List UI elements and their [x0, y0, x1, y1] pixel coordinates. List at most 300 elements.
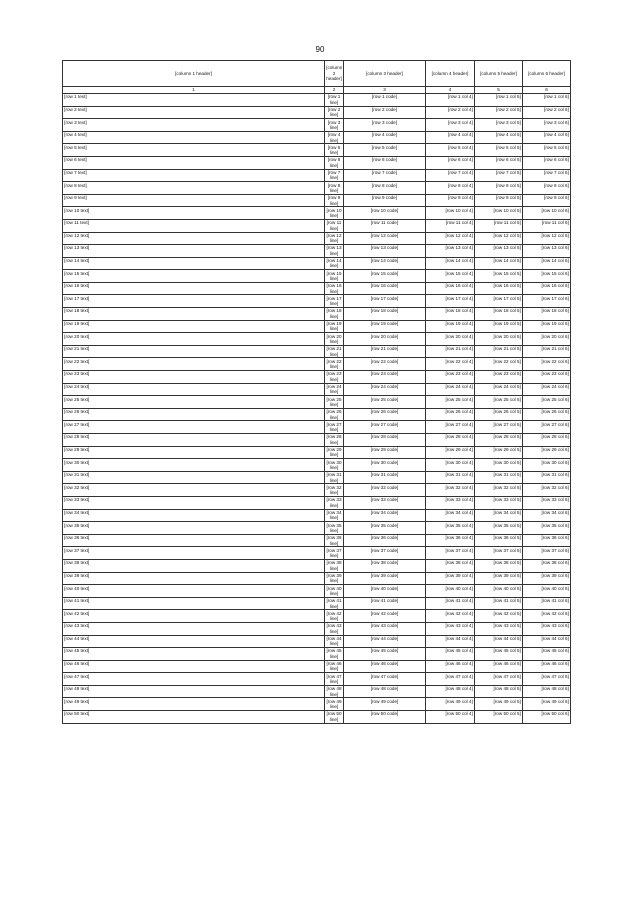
row-approved-cell: [row 7 col 4]: [426, 169, 475, 182]
row-unexecuted-cell: [row 37 col 6]: [523, 547, 571, 560]
row-approved-cell: [row 40 col 4]: [426, 585, 475, 598]
row-line-code-cell: [row 50 line]: [326, 711, 342, 722]
row-classification-code-cell: [row 37 code]: [344, 547, 426, 560]
table-row: [63, 522, 571, 535]
row-name-cell: [row 21 text]: [63, 345, 325, 358]
row-approved-cell: [row 19 col 4]: [426, 320, 475, 333]
table-row: [63, 585, 571, 598]
row-name-cell: [row 11 text]: [63, 219, 325, 232]
table-row: [63, 245, 571, 258]
row-line-code-cell: [row 28 line]: [326, 434, 342, 445]
row-unexecuted-cell: [row 17 col 6]: [523, 295, 571, 308]
row-approved-cell: [row 37 col 4]: [426, 547, 475, 560]
row-unexecuted-cell: [row 39 col 6]: [523, 572, 571, 585]
row-classification-code-cell: [row 49 code]: [344, 698, 426, 711]
row-unexecuted-cell: [row 46 col 6]: [523, 660, 571, 673]
row-name-cell: [row 7 text]: [63, 169, 325, 182]
row-classification-code-cell: [row 30 code]: [344, 459, 426, 472]
row-executed-cell: [row 20 col 5]: [475, 333, 523, 346]
row-name-cell: [row 33 text]: [63, 496, 325, 509]
row-executed-cell: [row 15 col 5]: [475, 270, 523, 283]
row-unexecuted-cell: [row 40 col 6]: [523, 585, 571, 598]
row-line-code-cell: [row 32 line]: [326, 484, 342, 496]
row-classification-code-cell: [row 39 code]: [344, 572, 426, 585]
row-classification-code-cell: [row 27 code]: [344, 421, 426, 434]
row-classification-code-cell: [row 29 code]: [344, 446, 426, 459]
table-row: [63, 496, 571, 509]
row-classification-code-cell: [row 6 code]: [344, 156, 426, 169]
row-classification-code-cell: [row 41 code]: [344, 597, 426, 610]
row-classification-code-cell: [row 17 code]: [344, 295, 426, 308]
row-unexecuted-cell: [row 42 col 6]: [523, 610, 571, 623]
row-approved-cell: [row 39 col 4]: [426, 572, 475, 585]
row-name-cell: [row 2 text]: [63, 106, 325, 119]
row-line-code-cell: [row 12 line]: [326, 232, 342, 244]
row-unexecuted-cell: [row 6 col 6]: [523, 156, 571, 169]
row-classification-code-cell: [row 21 code]: [344, 345, 426, 358]
row-line-code-cell: [row 21 line]: [326, 346, 342, 357]
row-approved-cell: [row 13 col 4]: [426, 245, 475, 258]
row-name-cell: [row 18 text]: [63, 308, 325, 321]
row-unexecuted-cell: [row 18 col 6]: [523, 308, 571, 321]
row-line-code-cell: [row 2 line]: [325, 106, 344, 119]
row-executed-cell: [row 10 col 5]: [475, 207, 523, 220]
row-classification-code-cell: [row 43 code]: [344, 622, 426, 635]
row-executed-cell: [row 40 col 5]: [475, 585, 523, 598]
row-classification-code-cell: [row 7 code]: [344, 169, 426, 182]
row-classification-code-cell: [row 10 code]: [344, 207, 426, 220]
row-executed-cell: [row 25 col 5]: [475, 396, 523, 409]
row-approved-cell: [row 23 col 4]: [426, 371, 475, 384]
row-line-code-cell: [row 41 line]: [326, 598, 342, 609]
row-line-code-cell: [row 47 line]: [326, 673, 342, 685]
row-classification-code-cell: [row 20 code]: [344, 333, 426, 346]
table-row: [63, 572, 571, 585]
row-line-code-cell: [row 29 line]: [326, 446, 342, 458]
row-classification-code-cell: [row 42 code]: [344, 610, 426, 623]
row-executed-cell: [row 35 col 5]: [475, 522, 523, 535]
row-unexecuted-cell: [row 3 col 6]: [523, 119, 571, 132]
table-row: [63, 169, 571, 182]
table-row: [63, 534, 571, 547]
row-line-code-cell: [row 3 line]: [325, 119, 344, 132]
row-unexecuted-cell: [row 36 col 6]: [523, 534, 571, 547]
row-line-code-cell: [row 34 line]: [326, 509, 342, 521]
row-executed-cell: [row 38 col 5]: [475, 559, 523, 572]
row-executed-cell: [row 21 col 5]: [475, 345, 523, 358]
table-row: [63, 333, 571, 346]
row-name-cell: [row 8 text]: [63, 182, 325, 195]
row-approved-cell: [row 11 col 4]: [426, 219, 475, 232]
row-unexecuted-cell: [row 4 col 6]: [523, 131, 571, 144]
row-approved-cell: [row 18 col 4]: [426, 308, 475, 321]
row-line-code-cell: [row 31 line]: [326, 472, 342, 483]
table-row: [63, 685, 571, 698]
row-approved-cell: [row 31 col 4]: [426, 471, 475, 484]
row-approved-cell: [row 1 col 4]: [426, 93, 475, 106]
row-line-code-cell: [row 36 line]: [326, 535, 342, 546]
row-name-cell: [row 25 text]: [63, 396, 325, 409]
row-classification-code-cell: [row 34 code]: [344, 509, 426, 522]
row-classification-code-cell: [row 44 code]: [344, 635, 426, 648]
row-classification-code-cell: [row 8 code]: [344, 182, 426, 195]
table-row: [63, 648, 571, 661]
row-line-code-cell: [row 24 line]: [326, 384, 342, 395]
row-approved-cell: [row 2 col 4]: [426, 106, 475, 119]
row-approved-cell: [row 27 col 4]: [426, 421, 475, 434]
row-unexecuted-cell: [row 10 col 6]: [523, 207, 571, 220]
table-row: [63, 182, 571, 195]
row-approved-cell: [row 33 col 4]: [426, 496, 475, 509]
row-name-cell: [row 38 text]: [63, 559, 325, 572]
row-executed-cell: [row 39 col 5]: [475, 572, 523, 585]
row-name-cell: [row 4 text]: [63, 131, 325, 144]
row-classification-code-cell: [row 14 code]: [344, 257, 426, 270]
row-executed-cell: [row 17 col 5]: [475, 295, 523, 308]
row-approved-cell: [row 48 col 4]: [426, 685, 475, 698]
table-body: [63, 86, 571, 723]
row-name-cell: [row 17 text]: [63, 295, 325, 308]
column-number: 3: [344, 86, 426, 93]
row-classification-code-cell: [row 25 code]: [344, 396, 426, 409]
table-row: [63, 660, 571, 673]
row-name-cell: [row 49 text]: [63, 698, 325, 711]
row-approved-cell: [row 34 col 4]: [426, 509, 475, 522]
row-name-cell: [row 45 text]: [63, 648, 325, 661]
row-classification-code-cell: [row 5 code]: [344, 144, 426, 157]
row-line-code-cell: [row 30 line]: [326, 459, 342, 470]
row-classification-code-cell: [row 15 code]: [344, 270, 426, 283]
header-executed: [column 5 header]: [475, 61, 523, 87]
row-unexecuted-cell: [row 12 col 6]: [523, 232, 571, 245]
table-row: [63, 232, 571, 245]
row-name-cell: [row 28 text]: [63, 434, 325, 447]
row-approved-cell: [row 50 col 4]: [426, 711, 475, 724]
row-name-cell: [row 36 text]: [63, 534, 325, 547]
row-approved-cell: [row 28 col 4]: [426, 434, 475, 447]
row-unexecuted-cell: [row 16 col 6]: [523, 282, 571, 295]
row-line-code-cell: [row 33 line]: [326, 497, 342, 508]
row-executed-cell: [row 30 col 5]: [475, 459, 523, 472]
row-classification-code-cell: [row 1 code]: [344, 93, 426, 106]
row-line-code-cell: [row 38 line]: [326, 560, 342, 571]
row-line-code-cell: [row 10 line]: [326, 207, 342, 219]
row-approved-cell: [row 10 col 4]: [426, 207, 475, 220]
table-row: [63, 434, 571, 447]
row-line-code-cell: [row 5 line]: [325, 144, 344, 157]
header-name: [column 1 header]: [63, 61, 325, 87]
row-name-cell: [row 42 text]: [63, 610, 325, 623]
row-classification-code-cell: [row 36 code]: [344, 534, 426, 547]
row-name-cell: [row 29 text]: [63, 446, 325, 459]
header-approved: [column 4 header]: [426, 61, 475, 87]
row-name-cell: [row 46 text]: [63, 660, 325, 673]
row-approved-cell: [row 14 col 4]: [426, 257, 475, 270]
row-name-cell: [row 16 text]: [63, 282, 325, 295]
row-name-cell: [row 1 text]: [63, 93, 325, 106]
row-approved-cell: [row 24 col 4]: [426, 383, 475, 396]
row-name-cell: [row 32 text]: [63, 484, 325, 497]
column-number: 5: [475, 86, 523, 93]
column-number: 1: [63, 86, 325, 93]
row-line-code-cell: [row 40 line]: [326, 585, 342, 596]
row-executed-cell: [row 24 col 5]: [475, 383, 523, 396]
table-row: [63, 408, 571, 421]
row-unexecuted-cell: [row 8 col 6]: [523, 182, 571, 195]
row-approved-cell: [row 5 col 4]: [426, 144, 475, 157]
table-row: [63, 295, 571, 308]
row-executed-cell: [row 13 col 5]: [475, 245, 523, 258]
row-executed-cell: [row 12 col 5]: [475, 232, 523, 245]
row-executed-cell: [row 1 col 5]: [475, 93, 523, 106]
table-row: [63, 270, 571, 283]
row-line-code-cell: [row 27 line]: [326, 421, 342, 433]
row-executed-cell: [row 11 col 5]: [475, 219, 523, 232]
row-line-code-cell: [row 43 line]: [326, 623, 342, 634]
row-unexecuted-cell: [row 25 col 6]: [523, 396, 571, 409]
table-row: [63, 257, 571, 270]
row-name-cell: [row 39 text]: [63, 572, 325, 585]
row-line-code-cell: [row 39 line]: [326, 572, 342, 584]
row-approved-cell: [row 9 col 4]: [426, 194, 475, 207]
row-unexecuted-cell: [row 32 col 6]: [523, 484, 571, 497]
row-name-cell: [row 47 text]: [63, 673, 325, 686]
row-name-cell: [row 35 text]: [63, 522, 325, 535]
row-executed-cell: [row 28 col 5]: [475, 434, 523, 447]
row-line-code-cell: [row 4 line]: [325, 131, 344, 144]
row-classification-code-cell: [row 46 code]: [344, 660, 426, 673]
row-approved-cell: [row 38 col 4]: [426, 559, 475, 572]
row-line-code-cell: [row 8 line]: [325, 182, 344, 195]
row-executed-cell: [row 49 col 5]: [475, 698, 523, 711]
row-approved-cell: [row 46 col 4]: [426, 660, 475, 673]
column-number: 4: [426, 86, 475, 93]
row-executed-cell: [row 27 col 5]: [475, 421, 523, 434]
row-classification-code-cell: [row 12 code]: [344, 232, 426, 245]
row-executed-cell: [row 2 col 5]: [475, 106, 523, 119]
row-line-code-cell: [row 20 line]: [326, 333, 342, 345]
row-line-code-cell: [row 42 line]: [326, 610, 342, 622]
row-unexecuted-cell: [row 50 col 6]: [523, 711, 571, 724]
table-row: [63, 509, 571, 522]
row-unexecuted-cell: [row 35 col 6]: [523, 522, 571, 535]
column-number-row: [63, 86, 571, 93]
row-approved-cell: [row 6 col 4]: [426, 156, 475, 169]
row-line-code-cell: [row 15 line]: [326, 270, 342, 282]
row-unexecuted-cell: [row 47 col 6]: [523, 673, 571, 686]
table-row: [63, 597, 571, 610]
row-classification-code-cell: [row 38 code]: [344, 559, 426, 572]
row-executed-cell: [row 46 col 5]: [475, 660, 523, 673]
row-unexecuted-cell: [row 20 col 6]: [523, 333, 571, 346]
row-line-code-cell: [row 49 line]: [326, 698, 342, 710]
row-executed-cell: [row 6 col 5]: [475, 156, 523, 169]
table-row: [63, 383, 571, 396]
row-classification-code-cell: [row 4 code]: [344, 131, 426, 144]
row-name-cell: [row 31 text]: [63, 471, 325, 484]
row-classification-code-cell: [row 50 code]: [344, 711, 426, 724]
table-header-row: [63, 61, 571, 87]
row-unexecuted-cell: [row 38 col 6]: [523, 559, 571, 572]
row-approved-cell: [row 3 col 4]: [426, 119, 475, 132]
row-name-cell: [row 30 text]: [63, 459, 325, 472]
budget-execution-table: [62, 60, 571, 724]
row-executed-cell: [row 45 col 5]: [475, 648, 523, 661]
row-unexecuted-cell: [row 48 col 6]: [523, 685, 571, 698]
row-executed-cell: [row 9 col 5]: [475, 194, 523, 207]
row-unexecuted-cell: [row 34 col 6]: [523, 509, 571, 522]
row-classification-code-cell: [row 31 code]: [344, 471, 426, 484]
row-name-cell: [row 14 text]: [63, 257, 325, 270]
row-executed-cell: [row 8 col 5]: [475, 182, 523, 195]
row-executed-cell: [row 3 col 5]: [475, 119, 523, 132]
row-name-cell: [row 43 text]: [63, 622, 325, 635]
row-unexecuted-cell: [row 21 col 6]: [523, 345, 571, 358]
row-approved-cell: [row 32 col 4]: [426, 484, 475, 497]
row-unexecuted-cell: [row 44 col 6]: [523, 635, 571, 648]
row-name-cell: [row 50 text]: [63, 711, 325, 724]
row-executed-cell: [row 4 col 5]: [475, 131, 523, 144]
row-approved-cell: [row 35 col 4]: [426, 522, 475, 535]
row-executed-cell: [row 14 col 5]: [475, 257, 523, 270]
row-classification-code-cell: [row 13 code]: [344, 245, 426, 258]
row-unexecuted-cell: [row 2 col 6]: [523, 106, 571, 119]
row-executed-cell: [row 19 col 5]: [475, 320, 523, 333]
row-approved-cell: [row 42 col 4]: [426, 610, 475, 623]
header-unexecuted: [column 6 header]: [523, 61, 571, 87]
row-line-code-cell: [row 48 line]: [326, 686, 342, 697]
row-line-code-cell: [row 14 line]: [326, 258, 342, 269]
row-executed-cell: [row 22 col 5]: [475, 358, 523, 371]
row-classification-code-cell: [row 45 code]: [344, 648, 426, 661]
row-unexecuted-cell: [row 28 col 6]: [523, 434, 571, 447]
row-name-cell: [row 15 text]: [63, 270, 325, 283]
row-unexecuted-cell: [row 27 col 6]: [523, 421, 571, 434]
row-classification-code-cell: [row 2 code]: [344, 106, 426, 119]
table-row: [63, 131, 571, 144]
table-row: [63, 421, 571, 434]
row-unexecuted-cell: [row 15 col 6]: [523, 270, 571, 283]
row-executed-cell: [row 23 col 5]: [475, 371, 523, 384]
row-executed-cell: [row 33 col 5]: [475, 496, 523, 509]
row-executed-cell: [row 5 col 5]: [475, 144, 523, 157]
row-classification-code-cell: [row 47 code]: [344, 673, 426, 686]
table-row: [63, 711, 571, 724]
row-approved-cell: [row 45 col 4]: [426, 648, 475, 661]
row-line-code-cell: [row 11 line]: [325, 219, 344, 232]
row-name-cell: [row 6 text]: [63, 156, 325, 169]
row-line-code-cell: [row 6 line]: [325, 156, 344, 169]
row-line-code-cell: [row 7 line]: [325, 169, 344, 182]
table-row: [63, 396, 571, 409]
row-classification-code-cell: [row 32 code]: [344, 484, 426, 497]
table-row: [63, 282, 571, 295]
table-row: [63, 320, 571, 333]
row-approved-cell: [row 26 col 4]: [426, 408, 475, 421]
row-line-code-cell: [row 9 line]: [325, 194, 344, 207]
table-row: [63, 194, 571, 207]
table-row: [63, 345, 571, 358]
header-line-code: [column 2 header]: [325, 61, 344, 87]
row-unexecuted-cell: [row 19 col 6]: [523, 320, 571, 333]
row-executed-cell: [row 47 col 5]: [475, 673, 523, 686]
row-line-code-cell: [row 45 line]: [326, 648, 342, 659]
column-number: 2: [325, 86, 344, 93]
row-name-cell: [row 44 text]: [63, 635, 325, 648]
row-line-code-cell: [row 37 line]: [326, 547, 342, 559]
row-classification-code-cell: [row 19 code]: [344, 320, 426, 333]
table-row: [63, 156, 571, 169]
row-name-cell: [row 37 text]: [63, 547, 325, 560]
row-approved-cell: [row 41 col 4]: [426, 597, 475, 610]
row-unexecuted-cell: [row 5 col 6]: [523, 144, 571, 157]
row-classification-code-cell: [row 22 code]: [344, 358, 426, 371]
row-classification-code-cell: [row 11 code]: [344, 219, 426, 232]
row-classification-code-cell: [row 23 code]: [344, 371, 426, 384]
row-executed-cell: [row 7 col 5]: [475, 169, 523, 182]
row-line-code-cell: [row 22 line]: [326, 358, 342, 370]
table-row: [63, 119, 571, 132]
row-name-cell: [row 40 text]: [63, 585, 325, 598]
table-row: [63, 371, 571, 384]
row-unexecuted-cell: [row 43 col 6]: [523, 622, 571, 635]
row-name-cell: [row 34 text]: [63, 509, 325, 522]
row-classification-code-cell: [row 35 code]: [344, 522, 426, 535]
row-line-code-cell: [row 1 line]: [325, 93, 344, 106]
row-approved-cell: [row 20 col 4]: [426, 333, 475, 346]
row-name-cell: [row 9 text]: [63, 194, 325, 207]
header-classification-code: [column 3 header]: [344, 61, 426, 87]
table-row: [63, 484, 571, 497]
row-unexecuted-cell: [row 9 col 6]: [523, 194, 571, 207]
row-name-cell: [row 22 text]: [63, 358, 325, 371]
row-line-code-cell: [row 13 line]: [326, 245, 342, 256]
row-approved-cell: [row 43 col 4]: [426, 622, 475, 635]
table-row: [63, 144, 571, 157]
row-unexecuted-cell: [row 30 col 6]: [523, 459, 571, 472]
row-line-code-cell: [row 19 line]: [326, 321, 342, 332]
row-classification-code-cell: [row 40 code]: [344, 585, 426, 598]
row-classification-code-cell: [row 3 code]: [344, 119, 426, 132]
row-classification-code-cell: [row 26 code]: [344, 408, 426, 421]
row-unexecuted-cell: [row 49 col 6]: [523, 698, 571, 711]
row-unexecuted-cell: [row 33 col 6]: [523, 496, 571, 509]
row-name-cell: [row 20 text]: [63, 333, 325, 346]
row-line-code-cell: [row 16 line]: [326, 283, 342, 294]
row-approved-cell: [row 36 col 4]: [426, 534, 475, 547]
row-classification-code-cell: [row 48 code]: [344, 685, 426, 698]
row-name-cell: [row 24 text]: [63, 383, 325, 396]
row-unexecuted-cell: [row 14 col 6]: [523, 257, 571, 270]
row-line-code-cell: [row 17 line]: [326, 295, 342, 307]
row-line-code-cell: [row 44 line]: [326, 635, 342, 647]
row-name-cell: [row 23 text]: [63, 371, 325, 384]
row-executed-cell: [row 31 col 5]: [475, 471, 523, 484]
table-row: [63, 698, 571, 711]
row-executed-cell: [row 16 col 5]: [475, 282, 523, 295]
row-unexecuted-cell: [row 23 col 6]: [523, 371, 571, 384]
table-row: [63, 559, 571, 572]
table-row: [63, 446, 571, 459]
row-unexecuted-cell: [row 45 col 6]: [523, 648, 571, 661]
row-line-code-cell: [row 23 line]: [326, 371, 342, 382]
row-classification-code-cell: [row 18 code]: [344, 308, 426, 321]
table-row: [63, 459, 571, 472]
column-number: 6: [523, 86, 571, 93]
row-approved-cell: [row 4 col 4]: [426, 131, 475, 144]
row-executed-cell: [row 37 col 5]: [475, 547, 523, 560]
row-line-code-cell: [row 26 line]: [326, 409, 342, 420]
